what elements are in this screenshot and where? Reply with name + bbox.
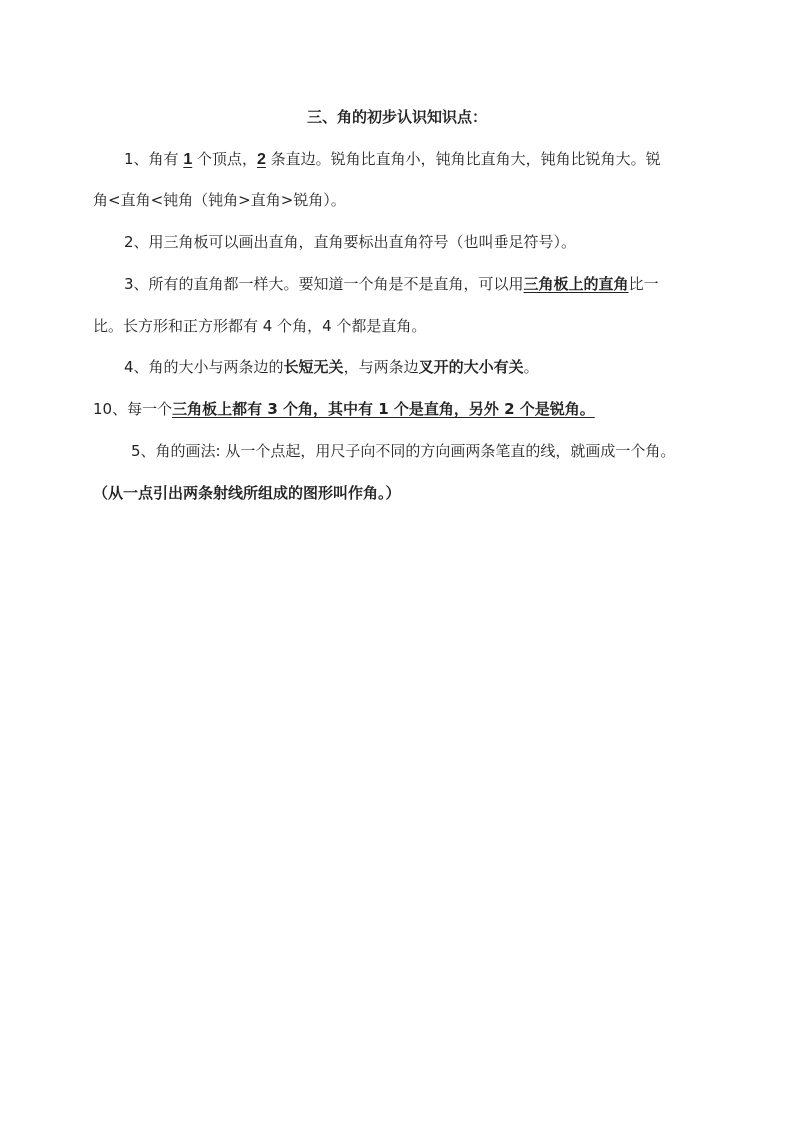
item-5-line: 5、角的画法: 从一个点起，用尺子向不同的方向画两条笔直的线，就画成一个角。 <box>131 442 676 460</box>
item-3-line-2: 比。长方形和正方形都有 4 个角，4 个都是直角。 <box>93 317 427 335</box>
item-1-prefix: 1、角有 <box>124 150 184 168</box>
item-2-line: 2、用三角板可以画出直角，直角要标出直角符号（也叫垂足符号）。 <box>124 233 577 251</box>
item-1-line-1 <box>124 148 661 171</box>
item-5-note: （从一点引出两条射线所组成的图形叫作角。） <box>93 484 401 502</box>
item-1-text-a: 个顶点， <box>192 150 257 168</box>
item-4-text-b: ，与两条边 <box>343 358 419 376</box>
item-1-vertex-count: 1 <box>183 151 193 168</box>
item-10-emphasis: 三角板上都有 3 个角，其中有 1 个是直角，另外 2 个是锐角。 <box>172 400 595 418</box>
item-4-text-a: 4、角的大小与两条边的 <box>124 358 284 376</box>
item-4-emphasis-1: 长短无关 <box>283 358 344 376</box>
item-4-emphasis-2: 叉开的大小有关 <box>418 358 524 376</box>
item-1-side-count: 2 <box>257 151 266 168</box>
item-10-text: 10、每一个 <box>93 400 173 418</box>
item-3-text-b: 比一 <box>628 275 659 293</box>
page-title: 三、角的初步认识知识点： <box>306 108 487 126</box>
item-4-text-c: 。 <box>523 358 539 376</box>
item-3-emphasis: 三角板上的直角 <box>523 275 629 293</box>
item-1-text-b: 条直边。锐角比直角小，钝角比直角大，钝角比锐角大。锐 <box>265 150 661 168</box>
item-10-line <box>93 398 595 420</box>
item-3-text-a: 3、所有的直角都一样大。要知道一个角是不是直角，可以用 <box>124 275 524 293</box>
item-1-line-2: 角<直角<钝角（钝角>直角>锐角）。 <box>93 191 346 209</box>
item-3-line-1 <box>124 273 659 295</box>
item-4-line <box>124 356 539 378</box>
